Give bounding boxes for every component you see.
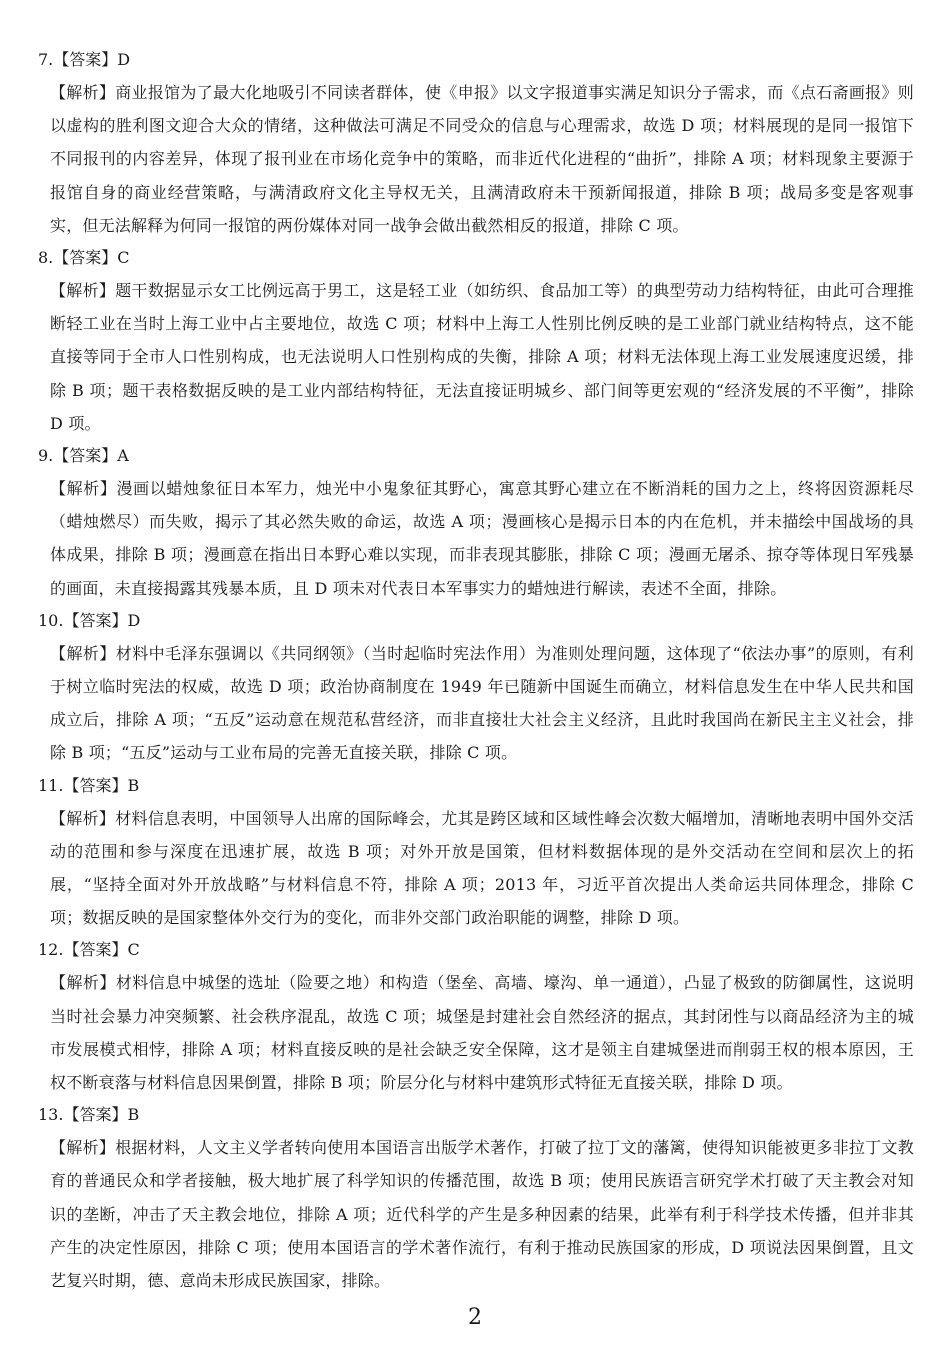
question-number: 10. bbox=[38, 610, 64, 630]
answer-value: C bbox=[117, 248, 130, 268]
answer-line bbox=[36, 770, 914, 802]
explanation bbox=[36, 637, 914, 770]
answer-value: B bbox=[127, 1105, 140, 1125]
explanation-text: 根据材料，人文主义学者转向使用本国语言出版学术著作，打破了拉丁文的藩篱，使得知识能被更多非拉丁文教育的普通民众和学者接触，极大地扩展了科学知识的传播范围，故选 B 项；使用民族语言研究学术打破了天主教会对知识的垄断，冲击了天主教会地位，排除 A 项；近代科学的产生是多种因素的结果，此举有利于科学技术传播，但并非其产生的决定性原因，排除 C 项；使用本国语言的学术著作流行，有利于推动民族国家的形成，D 项说法因果倒置，且文艺复兴时期，德、意尚未形成民族国家，排除。 bbox=[50, 1138, 914, 1291]
explanation bbox=[36, 274, 914, 440]
answer-tag: 【答案】 bbox=[53, 50, 118, 69]
answer-line bbox=[36, 605, 914, 637]
answer-line bbox=[36, 934, 914, 966]
answer-tag: 【答案】 bbox=[63, 775, 128, 795]
question-11 bbox=[36, 770, 914, 935]
answer-line bbox=[36, 242, 914, 274]
answer-tag: 【答案】 bbox=[63, 1105, 128, 1125]
explanation-text: 材料信息表明，中国领导人出席的国际峰会，尤其是跨区域和区域性峰会次数大幅增加，清晰地表明中国外交活动的范围和参与深度在迅速扩展，故选 B 项；对外开放是国策，但材料数据体现的是外交活动在空间和层次上的拓展，“坚持全面对外开放战略”与材料信息不符，排除 A 项；2013 年，习近平首次提出人类命运共同体理念，排除 C 项；数据反映的是国家整体外交行为的变化，而非外交部门政治职能的调整，排除 D 项。 bbox=[50, 808, 914, 928]
question-number: 12. bbox=[38, 940, 64, 960]
explanation-tag: 【解析】 bbox=[50, 281, 116, 301]
page-number: 2 bbox=[468, 1305, 482, 1330]
explanation-tag: 【解析】 bbox=[50, 643, 116, 663]
answer-tag: 【答案】 bbox=[63, 610, 128, 630]
answer-value: C bbox=[127, 940, 140, 960]
question-number: 7. bbox=[38, 50, 54, 69]
question-10 bbox=[36, 605, 914, 770]
explanation-text: 材料中毛泽东强调以《共同纲领》（当时起临时宪法作用）为准则处理问题，这体现了“依法办事”的原则，有利于树立临时宪法的权威，故选 D 项；政治协商制度在 1949 年已随新中国诞生而确立，材料信息发生在中华人民共和国成立后，排除 A 项；“五反”运动意在规范私营经济，而非直接壮大社会主义经济，且此时我国尚在新民主主义社会，排除 B 项；“五反”运动与工业布局的完善无直接关联，排除 C 项。 bbox=[50, 643, 914, 763]
question-9 bbox=[36, 440, 914, 605]
answer-value: B bbox=[127, 775, 140, 795]
explanation bbox=[36, 472, 914, 605]
question-number: 8. bbox=[38, 248, 54, 268]
explanation-tag: 【解析】 bbox=[50, 479, 117, 499]
explanation-tag: 【解析】 bbox=[50, 83, 116, 102]
explanation-tag: 【解析】 bbox=[50, 973, 116, 993]
answer-value: A bbox=[117, 446, 129, 466]
explanation bbox=[36, 966, 914, 1099]
explanation-tag: 【解析】 bbox=[50, 808, 116, 828]
answer-value: D bbox=[127, 610, 141, 630]
question-number: 13. bbox=[38, 1105, 64, 1125]
explanation bbox=[36, 76, 914, 242]
answer-line bbox=[36, 440, 914, 472]
question-13 bbox=[36, 1099, 914, 1297]
answer-value: D bbox=[117, 50, 131, 69]
explanation-tag: 【解析】 bbox=[50, 1138, 116, 1158]
explanation bbox=[36, 802, 914, 935]
question-number: 9. bbox=[38, 446, 54, 466]
answer-line bbox=[36, 44, 914, 76]
answer-tag: 【答案】 bbox=[53, 248, 118, 268]
explanation-text: 题干数据显示女工比例远高于男工，这是轻工业（如纺织、食品加工等）的典型劳动力结构特征，由此可合理推断轻工业在当时上海工业中占主要地位，故选 C 项；材料中上海工人性别比例反映的是工业部门就业结构特点，这不能直接等同于全市人口性别构成，也无法说明人口性别构成的失衡，排除 A 项；材料无法体现上海工业发展速度迟缓，排除 B 项；题干表格数据反映的是工业内部结构特征，无法直接证明城乡、部门间等更宏观的“经济发展的不平衡”，排除 D 项。 bbox=[50, 281, 914, 433]
explanation bbox=[36, 1131, 914, 1297]
explanation-text: 商业报馆为了最大化地吸引不同读者群体，使《申报》以文字报道事实满足知识分子需求，而《点石斋画报》则以虚构的胜利图文迎合大众的情绪，这种做法可满足不同受众的信息与心理需求，故选 D 项；材料展现的是同一报馆下不同报刊的内容差异，体现了报刊业在市场化竞争中的策略，而非近代化进程的“曲折”，排除 A 项；材料现象主要源于报馆自身的商业经营策略，与满清政府文化主导权无关，且满清政府未干预新闻报道，排除 B 项；战局多变是客观事实，但无法解释为何同一报馆的两份媒体对同一战争会做出截然相反的报道，排除 C 项。 bbox=[50, 83, 914, 235]
answer-tag: 【答案】 bbox=[63, 940, 128, 960]
question-7 bbox=[36, 44, 914, 242]
question-8 bbox=[36, 242, 914, 440]
answer-line bbox=[36, 1099, 914, 1131]
question-number: 11. bbox=[38, 775, 64, 795]
question-12 bbox=[36, 934, 914, 1099]
explanation-text: 材料信息中城堡的选址（险要之地）和构造（堡垒、高墙、壕沟、单一通道），凸显了极致的防御属性，这说明当时社会暴力冲突频繁、社会秩序混乱，故选 C 项；城堡是封建社会自然经济的据点，其封闭性与以商品经济为主的城市发展模式相悖，排除 A 项；材料直接反映的是社会缺乏安全保障，这才是领主自建城堡进而削弱王权的根本原因，王权不断衰落与材料信息因果倒置，排除 B 项；阶层分化与材料中建筑形式特征无直接关联，排除 D 项。 bbox=[50, 973, 914, 1093]
answer-tag: 【答案】 bbox=[53, 446, 118, 466]
explanation-text: 漫画以蜡烛象征日本军力，烛光中小鬼象征其野心，寓意其野心建立在不断消耗的国力之上，终将因资源耗尽（蜡烛燃尽）而失败，揭示了其必然失败的命运，故选 A 项；漫画核心是揭示日本的内在危机，并未描绘中国战场的具体成果，排除 B 项；漫画意在指出日本野心难以实现，而非表现其膨胀，排除 C 项；漫画无屠杀、掠夺等体现日军残暴的画面，未直接揭露其残暴本质，且 D 项未对代表日本军事实力的蜡烛进行解读，表述不全面，排除。 bbox=[50, 479, 914, 598]
